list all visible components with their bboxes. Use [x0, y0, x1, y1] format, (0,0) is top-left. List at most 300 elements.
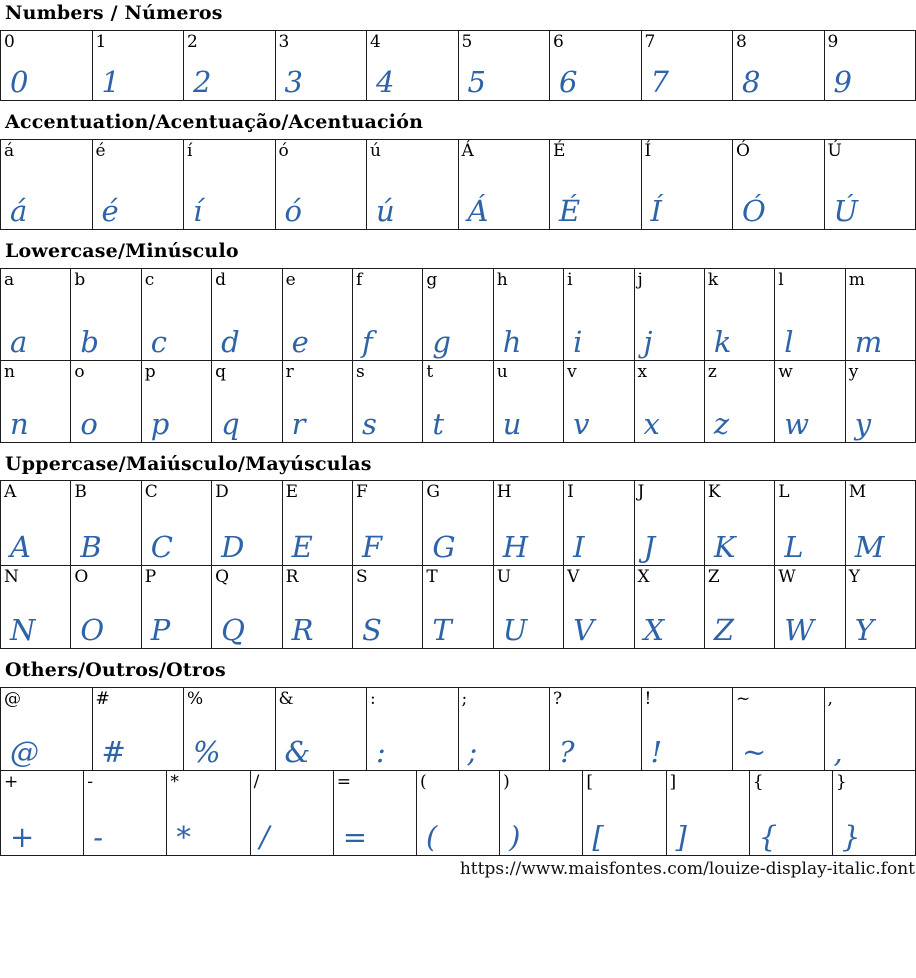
plain-char: í — [184, 140, 275, 162]
styled-glyph: V — [573, 616, 594, 645]
plain-char: v — [564, 361, 633, 383]
glyph-grid-lowercase — [0, 268, 916, 443]
plain-char: G — [423, 481, 492, 503]
section-others — [0, 660, 916, 856]
glyph-cell — [183, 139, 276, 230]
plain-char: J — [635, 481, 704, 503]
glyph-cell — [416, 770, 500, 856]
styled-glyph: 2 — [193, 68, 211, 97]
plain-char: Y — [846, 566, 915, 588]
styled-glyph: í — [193, 197, 202, 226]
font-specimen-page — [0, 3, 916, 879]
styled-glyph: - — [93, 823, 103, 852]
glyph-cell — [70, 480, 141, 566]
glyph-cell — [458, 30, 551, 101]
glyph-cell — [0, 30, 93, 101]
glyph-cell — [774, 360, 845, 443]
plain-char: Á — [459, 140, 550, 162]
glyph-row — [0, 770, 916, 856]
styled-glyph: O — [80, 616, 104, 645]
glyph-cell — [549, 687, 642, 771]
plain-char: S — [353, 566, 422, 588]
glyph-cell — [458, 139, 551, 230]
plain-char: { — [750, 771, 832, 793]
styled-glyph: ú — [376, 197, 395, 226]
plain-char: 3 — [276, 31, 367, 53]
plain-char: T — [423, 566, 492, 588]
styled-glyph: S — [362, 616, 382, 645]
styled-glyph: a — [10, 328, 27, 357]
styled-glyph: h — [503, 328, 522, 357]
glyph-cell — [422, 360, 493, 443]
plain-char: w — [775, 361, 844, 383]
styled-glyph: á — [10, 197, 27, 226]
glyph-cell — [493, 565, 564, 649]
plain-char: e — [283, 269, 352, 291]
section-title-numbers: Numbers / Números — [5, 3, 916, 25]
glyph-cell — [352, 565, 423, 649]
styled-glyph: + — [10, 823, 34, 852]
plain-char: Q — [212, 566, 281, 588]
styled-glyph: 1 — [102, 68, 120, 97]
glyph-cell — [211, 565, 282, 649]
glyph-cell — [211, 480, 282, 566]
styled-glyph: 7 — [651, 68, 669, 97]
styled-glyph: A — [10, 533, 31, 562]
glyph-row — [0, 139, 916, 230]
plain-char: g — [423, 269, 492, 291]
styled-glyph: T — [432, 616, 451, 645]
plain-char: F — [353, 481, 422, 503]
glyph-cell — [141, 268, 212, 361]
glyph-cell — [141, 360, 212, 443]
glyph-cell — [458, 687, 551, 771]
glyph-cell — [0, 687, 93, 771]
glyph-cell — [92, 139, 185, 230]
plain-char: } — [833, 771, 915, 793]
plain-char: ] — [667, 771, 749, 793]
styled-glyph: C — [151, 533, 173, 562]
plain-char: H — [494, 481, 563, 503]
styled-glyph: D — [221, 533, 244, 562]
styled-glyph: v — [573, 410, 589, 439]
plain-char: % — [184, 688, 275, 710]
styled-glyph: 6 — [559, 68, 577, 97]
styled-glyph: [ — [592, 823, 603, 852]
glyph-cell — [634, 268, 705, 361]
styled-glyph: { — [759, 823, 777, 852]
styled-glyph: 9 — [834, 68, 852, 97]
styled-glyph: n — [10, 410, 29, 439]
glyph-cell — [493, 268, 564, 361]
glyph-row — [0, 360, 916, 443]
plain-char: d — [212, 269, 281, 291]
plain-char: É — [550, 140, 641, 162]
glyph-cell — [732, 687, 825, 771]
glyph-cell — [493, 480, 564, 566]
plain-char: K — [705, 481, 774, 503]
plain-char: X — [635, 566, 704, 588]
plain-char: Ó — [733, 140, 824, 162]
plain-char: 8 — [733, 31, 824, 53]
glyph-cell — [141, 565, 212, 649]
plain-char: & — [276, 688, 367, 710]
glyph-cell — [563, 360, 634, 443]
glyph-cell — [704, 268, 775, 361]
glyph-cell — [352, 480, 423, 566]
glyph-cell — [366, 687, 459, 771]
plain-char: 4 — [367, 31, 458, 53]
styled-glyph: = — [343, 823, 367, 852]
glyph-cell — [824, 139, 916, 230]
glyph-cell — [845, 360, 916, 443]
styled-glyph: L — [784, 533, 803, 562]
plain-char: é — [93, 140, 184, 162]
glyph-cell — [183, 30, 276, 101]
glyph-cell — [549, 30, 642, 101]
styled-glyph: k — [714, 328, 732, 357]
glyph-cell — [666, 770, 750, 856]
section-uppercase — [0, 454, 916, 650]
styled-glyph: B — [80, 533, 101, 562]
section-lowercase — [0, 241, 916, 443]
plain-char: s — [353, 361, 422, 383]
styled-glyph: M — [855, 533, 885, 562]
styled-glyph: r — [292, 410, 306, 439]
glyph-cell — [774, 268, 845, 361]
glyph-row — [0, 565, 916, 649]
styled-glyph: # — [102, 738, 126, 767]
plain-char: 5 — [459, 31, 550, 53]
section-title-accentuation: Accentuation/Acentuação/Acentuación — [5, 112, 916, 134]
styled-glyph: Y — [855, 616, 874, 645]
styled-glyph: u — [503, 410, 522, 439]
glyph-cell — [704, 360, 775, 443]
glyph-cell — [70, 268, 141, 361]
plain-char: 2 — [184, 31, 275, 53]
plain-char: 7 — [642, 31, 733, 53]
section-accentuation — [0, 112, 916, 230]
glyph-row — [0, 268, 916, 361]
section-title-lowercase: Lowercase/Minúsculo — [5, 241, 916, 263]
styled-glyph: j — [644, 328, 653, 357]
section-title-others: Others/Outros/Otros — [5, 660, 916, 682]
glyph-cell — [563, 565, 634, 649]
plain-char: C — [142, 481, 211, 503]
glyph-cell — [366, 139, 459, 230]
glyph-cell — [70, 565, 141, 649]
glyph-cell — [845, 268, 916, 361]
glyph-cell — [183, 687, 276, 771]
styled-glyph: p — [151, 410, 170, 439]
glyph-cell — [0, 360, 71, 443]
glyph-cell — [832, 770, 916, 856]
plain-char: 0 — [1, 31, 92, 53]
styled-glyph: R — [292, 616, 314, 645]
plain-char: Í — [642, 140, 733, 162]
plain-char: O — [71, 566, 140, 588]
plain-char: I — [564, 481, 633, 503]
styled-glyph: K — [714, 533, 736, 562]
plain-char: n — [1, 361, 70, 383]
glyph-row — [0, 480, 916, 566]
glyph-cell — [92, 687, 185, 771]
plain-char: ? — [550, 688, 641, 710]
styled-glyph: Ú — [834, 197, 858, 226]
glyph-cell — [352, 360, 423, 443]
glyph-grid-numbers — [0, 30, 916, 101]
glyph-cell — [0, 139, 93, 230]
plain-char: / — [251, 771, 333, 793]
glyph-cell — [641, 687, 734, 771]
styled-glyph: ! — [651, 738, 663, 767]
glyph-cell — [211, 360, 282, 443]
styled-glyph: 0 — [10, 68, 28, 97]
glyph-cell — [563, 268, 634, 361]
glyph-cell — [824, 30, 916, 101]
plain-char: 1 — [93, 31, 184, 53]
styled-glyph: I — [573, 533, 584, 562]
plain-char: á — [1, 140, 92, 162]
plain-char: A — [1, 481, 70, 503]
plain-char: ú — [367, 140, 458, 162]
plain-char: + — [1, 771, 83, 793]
glyph-row — [0, 30, 916, 101]
styled-glyph: m — [855, 328, 883, 357]
glyph-grid-others — [0, 687, 916, 856]
styled-glyph: U — [503, 616, 527, 645]
glyph-cell — [563, 480, 634, 566]
styled-glyph: F — [362, 533, 382, 562]
glyph-cell — [250, 770, 334, 856]
styled-glyph: ) — [509, 823, 520, 852]
glyph-cell — [634, 360, 705, 443]
plain-char: W — [775, 566, 844, 588]
styled-glyph: g — [432, 328, 451, 357]
plain-char: x — [635, 361, 704, 383]
glyph-cell — [282, 480, 353, 566]
plain-char: N — [1, 566, 70, 588]
plain-char: p — [142, 361, 211, 383]
plain-char: Ú — [825, 140, 916, 162]
styled-glyph: i — [573, 328, 582, 357]
styled-glyph: ; — [468, 738, 478, 767]
plain-char: = — [334, 771, 416, 793]
plain-char: - — [84, 771, 166, 793]
styled-glyph: G — [432, 533, 455, 562]
styled-glyph: q — [221, 410, 240, 439]
styled-glyph: ó — [285, 197, 302, 226]
styled-glyph: H — [503, 533, 528, 562]
plain-char: P — [142, 566, 211, 588]
plain-char: r — [283, 361, 352, 383]
section-numbers — [0, 3, 916, 101]
styled-glyph: J — [644, 533, 656, 562]
glyph-cell — [634, 565, 705, 649]
plain-char: M — [846, 481, 915, 503]
styled-glyph: } — [842, 823, 860, 852]
plain-char: j — [635, 269, 704, 291]
glyph-row — [0, 687, 916, 771]
glyph-cell — [634, 480, 705, 566]
styled-glyph: e — [292, 328, 309, 357]
plain-char: D — [212, 481, 281, 503]
styled-glyph: X — [644, 616, 665, 645]
styled-glyph: & — [285, 738, 311, 767]
styled-glyph: t — [432, 410, 444, 439]
glyph-cell — [83, 770, 167, 856]
styled-glyph: ~ — [742, 738, 766, 767]
plain-char: q — [212, 361, 281, 383]
glyph-cell — [282, 268, 353, 361]
plain-char: z — [705, 361, 774, 383]
glyph-cell — [282, 360, 353, 443]
styled-glyph: Á — [468, 197, 489, 226]
plain-char: a — [1, 269, 70, 291]
plain-char: f — [353, 269, 422, 291]
plain-char: ; — [459, 688, 550, 710]
glyph-cell — [211, 268, 282, 361]
styled-glyph: l — [784, 328, 793, 357]
plain-char: o — [71, 361, 140, 383]
glyph-cell — [582, 770, 666, 856]
plain-char: V — [564, 566, 633, 588]
plain-char: ( — [417, 771, 499, 793]
plain-char: y — [846, 361, 915, 383]
plain-char: 9 — [825, 31, 916, 53]
styled-glyph: * — [176, 823, 191, 852]
glyph-grid-accentuation — [0, 139, 916, 230]
styled-glyph: Í — [651, 197, 662, 226]
styled-glyph: é — [102, 197, 119, 226]
styled-glyph: Ó — [742, 197, 766, 226]
plain-char: R — [283, 566, 352, 588]
glyph-cell — [845, 480, 916, 566]
styled-glyph: s — [362, 410, 377, 439]
plain-char: i — [564, 269, 633, 291]
glyph-cell — [493, 360, 564, 443]
styled-glyph: W — [784, 616, 814, 645]
glyph-cell — [0, 268, 71, 361]
plain-char: @ — [1, 688, 92, 710]
plain-char: Z — [705, 566, 774, 588]
glyph-cell — [275, 30, 368, 101]
styled-glyph: z — [714, 410, 729, 439]
plain-char: L — [775, 481, 844, 503]
plain-char: h — [494, 269, 563, 291]
styled-glyph: 8 — [742, 68, 760, 97]
plain-char: m — [846, 269, 915, 291]
styled-glyph: ( — [426, 823, 437, 852]
plain-char: E — [283, 481, 352, 503]
glyph-cell — [352, 268, 423, 361]
plain-char: # — [93, 688, 184, 710]
glyph-cell — [275, 139, 368, 230]
styled-glyph: ? — [559, 738, 575, 767]
glyph-cell — [366, 30, 459, 101]
glyph-cell — [704, 565, 775, 649]
styled-glyph: c — [151, 328, 167, 357]
glyph-grid-uppercase — [0, 480, 916, 649]
styled-glyph: E — [292, 533, 313, 562]
plain-char: u — [494, 361, 563, 383]
glyph-cell — [845, 565, 916, 649]
styled-glyph: x — [644, 410, 660, 439]
styled-glyph: , — [834, 738, 843, 767]
glyph-cell — [333, 770, 417, 856]
glyph-cell — [549, 139, 642, 230]
glyph-cell — [499, 770, 583, 856]
glyph-cell — [774, 565, 845, 649]
styled-glyph: Z — [714, 616, 734, 645]
font-source-url[interactable]: https://www.maisfontes.com/louize-display-italic.font — [0, 859, 916, 879]
styled-glyph: o — [80, 410, 97, 439]
plain-char: ~ — [733, 688, 824, 710]
glyph-cell — [641, 139, 734, 230]
styled-glyph: N — [10, 616, 35, 645]
glyph-cell — [422, 565, 493, 649]
styled-glyph: 3 — [285, 68, 303, 97]
glyph-cell — [92, 30, 185, 101]
glyph-cell — [422, 480, 493, 566]
styled-glyph: @ — [10, 738, 39, 767]
glyph-cell — [732, 139, 825, 230]
glyph-cell — [704, 480, 775, 566]
glyph-cell — [275, 687, 368, 771]
styled-glyph: f — [362, 328, 373, 357]
styled-glyph: b — [80, 328, 99, 357]
styled-glyph: y — [855, 410, 871, 439]
glyph-cell — [641, 30, 734, 101]
glyph-cell — [282, 565, 353, 649]
plain-char: ! — [642, 688, 733, 710]
glyph-cell — [0, 480, 71, 566]
plain-char: [ — [583, 771, 665, 793]
plain-char: : — [367, 688, 458, 710]
styled-glyph: d — [221, 328, 240, 357]
glyph-cell — [141, 480, 212, 566]
styled-glyph: : — [376, 738, 386, 767]
plain-char: t — [423, 361, 492, 383]
plain-char: k — [705, 269, 774, 291]
styled-glyph: 4 — [376, 68, 394, 97]
glyph-cell — [0, 565, 71, 649]
plain-char: b — [71, 269, 140, 291]
styled-glyph: w — [784, 410, 809, 439]
plain-char: ó — [276, 140, 367, 162]
glyph-cell — [166, 770, 250, 856]
glyph-cell — [732, 30, 825, 101]
plain-char: 6 — [550, 31, 641, 53]
section-title-uppercase: Uppercase/Maiúsculo/Mayúsculas — [5, 454, 916, 476]
plain-char: , — [825, 688, 916, 710]
styled-glyph: Q — [221, 616, 245, 645]
glyph-cell — [422, 268, 493, 361]
plain-char: c — [142, 269, 211, 291]
styled-glyph: É — [559, 197, 580, 226]
glyph-cell — [0, 770, 84, 856]
plain-char: * — [167, 771, 249, 793]
glyph-cell — [774, 480, 845, 566]
glyph-cell — [824, 687, 916, 771]
plain-char: B — [71, 481, 140, 503]
styled-glyph: P — [151, 616, 171, 645]
glyph-cell — [70, 360, 141, 443]
plain-char: l — [775, 269, 844, 291]
styled-glyph: ] — [676, 823, 687, 852]
styled-glyph: % — [193, 738, 221, 767]
styled-glyph: / — [260, 823, 270, 852]
